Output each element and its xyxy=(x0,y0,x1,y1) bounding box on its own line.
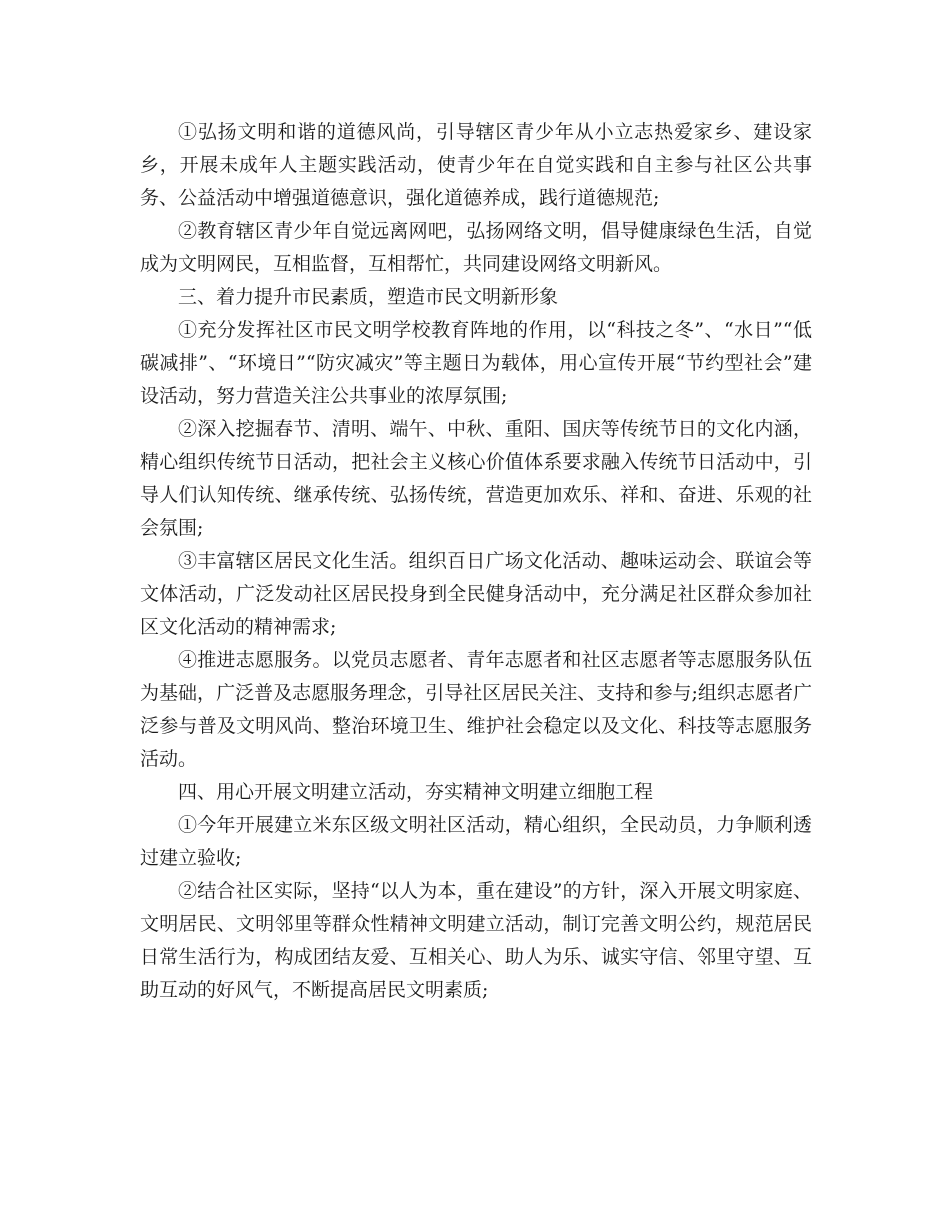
section-heading-three: 三、着力提升市民素质，塑造市民文明新形象 xyxy=(178,286,559,308)
paragraph-youth-morality: ①弘扬文明和谐的道德风尚，引导辖区青少年从小立志热爱家乡、建设家乡，开展未成年人主题实践活动，使青少年在自觉实践和自主参与社区公共事务、公益活动中增强道德意识，强化道德养成，践行道德规范; xyxy=(140,121,812,209)
paragraph-cultural-life: ③丰富辖区居民文化生活。组织百日广场文化活动、趣味运动会、联谊会等文体活动，广泛发动社区居民投身到全民健身活动中，充分满足社区群众参加社区文化活动的精神需求; xyxy=(140,550,812,638)
paragraph-community-practice: ②结合社区实际，坚持“以人为本，重在建设”的方针，深入开展文明家庭、文明居民、文明邻里等群众性精神文明建立活动，制订完善文明公约，规范居民日常生活行为，构成团结友爱、互相关心、助人为乐、诚实守信、邻里守望、互助互动的好风气，不断提高居民文明素质; xyxy=(140,880,812,1001)
paragraph-internet-civility: ②教育辖区青少年自觉远离网吧，弘扬网络文明，倡导健康绿色生活，自觉成为文明网民，互相监督，互相帮忙，共同建设网络文明新风。 xyxy=(140,220,812,275)
paragraph-civilized-community: ①今年开展建立米东区级文明社区活动，精心组织，全民动员，力争顺利透过建立验收; xyxy=(140,814,812,869)
section-heading-four: 四、用心开展文明建立活动，夯实精神文明建立细胞工程 xyxy=(178,781,654,803)
paragraph-volunteer-service: ④推进志愿服务。以党员志愿者、青年志愿者和社区志愿者等志愿服务队伍为基础，广泛普及志愿服务理念，引导社区居民关注、支持和参与;组织志愿者广泛参与普及文明风尚、整治环境卫生、维护社会稳定以及文化、科技等志愿服务活动。 xyxy=(140,649,812,770)
paragraph-theme-days: ①充分发挥社区市民文明学校教育阵地的作用，以“科技之冬”、“水日”“低碳减排”、“环境日”“防灾减灾”等主题日为载体，用心宣传开展“节约型社会”建设活动，努力营造关注公共事业的浓厚氛围; xyxy=(140,319,812,407)
paragraph-traditional-festivals: ②深入挖掘春节、清明、端午、中秋、重阳、国庆等传统节日的文化内涵，精心组织传统节日活动，把社会主义核心价值体系要求融入传统节日活动中，引导人们认知传统、继承传统、弘扬传统，营造更加欢乐、祥和、奋进、乐观的社会氛围; xyxy=(140,418,812,539)
document-body xyxy=(140,116,812,1007)
